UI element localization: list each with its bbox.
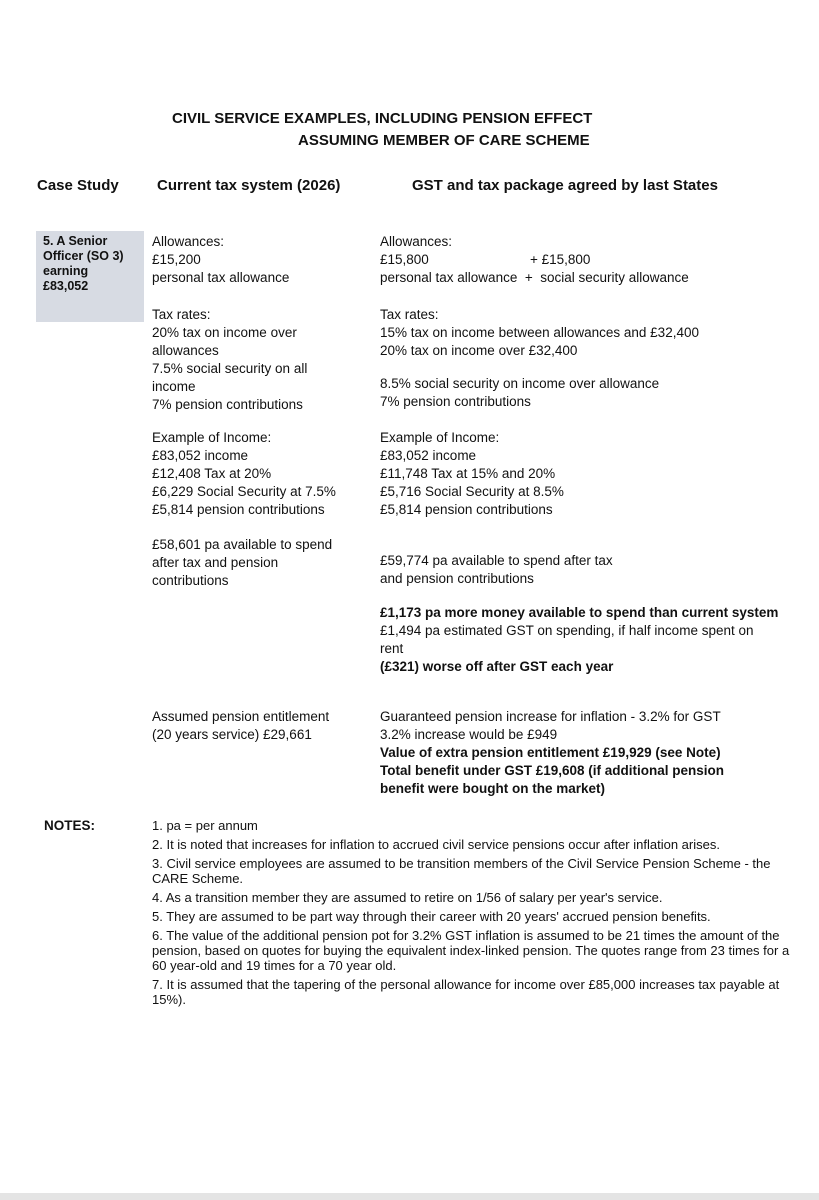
title-line-2: ASSUMING MEMBER OF CARE SCHEME xyxy=(298,132,590,149)
gst-example xyxy=(380,429,780,519)
notes-label: NOTES: xyxy=(44,818,96,833)
current-tax-column xyxy=(152,233,367,287)
current-rate-3: 7% pension contributions xyxy=(152,397,303,412)
gst-rates-label: Tax rates: xyxy=(380,307,439,322)
gst-rates-cont xyxy=(380,375,780,411)
gst-allowance-amount-1: £15,800 xyxy=(380,252,429,267)
current-example-2: £12,408 Tax at 20% xyxy=(152,466,272,481)
gst-rates xyxy=(380,306,780,360)
gst-pension-3: Value of extra pension entitlement £19,929 (see Note) xyxy=(380,745,721,760)
current-allowance-amount: £15,200 xyxy=(152,252,201,267)
gst-available-b: and pension contributions xyxy=(380,571,534,586)
header-gst-package: GST and tax package agreed by last States xyxy=(412,177,718,194)
header-current-tax: Current tax system (2026) xyxy=(157,177,341,194)
gst-rate-4: 7% pension contributions xyxy=(380,394,531,409)
current-allowances-label: Allowances: xyxy=(152,234,225,249)
current-example-1: £83,052 income xyxy=(152,448,249,463)
gst-estimated-gst: £1,494 pa estimated GST on spending, if half income spent on rent xyxy=(380,623,754,656)
gst-pension-1: Guaranteed pension increase for inflation - 3.2% for GST xyxy=(380,709,721,724)
note-3: 3. Civil service employees are assumed to be transition members of the Civil Service Pension Scheme - the CARE Scheme. xyxy=(152,856,771,886)
current-pension-a: Assumed pension entitlement xyxy=(152,709,330,724)
gst-allowance-desc: personal tax allowance + social security allowance xyxy=(380,270,689,285)
gst-allowance-amount-2: + £15,800 xyxy=(530,252,591,267)
current-rate-2a: 7.5% social security on all xyxy=(152,361,308,376)
gst-pension-4: Total benefit under GST £19,608 (if additional pension benefit were bought on the market) xyxy=(380,763,725,796)
current-example xyxy=(152,429,367,519)
title-line-1: CIVIL SERVICE EXAMPLES, INCLUDING PENSION EFFECT xyxy=(172,110,593,127)
gst-rate-3: 8.5% social security on income over allowance xyxy=(380,376,660,391)
current-available-a: £58,601 pa available to spend xyxy=(152,537,333,552)
case-line-1: 5. A Senior xyxy=(43,234,108,248)
current-available xyxy=(152,536,367,590)
gst-rate-2: 20% tax on income over £32,400 xyxy=(380,343,578,358)
gst-allowance-amounts xyxy=(380,251,780,269)
gst-example-2: £11,748 Tax at 15% and 20% xyxy=(380,466,556,481)
current-rate-1b: allowances xyxy=(152,343,219,358)
current-rates-label: Tax rates: xyxy=(152,307,211,322)
note-2: 2. It is noted that increases for inflation to accrued civil service pensions occur after inflation arises. xyxy=(152,837,720,852)
current-available-c: contributions xyxy=(152,573,229,588)
gst-more-money: £1,173 pa more money available to spend than current system xyxy=(380,605,779,620)
notes-list xyxy=(152,818,792,1011)
case-line-3: earning xyxy=(43,264,89,278)
gst-comparison xyxy=(380,604,780,676)
header-case-study: Case Study xyxy=(37,177,119,194)
current-example-3: £6,229 Social Security at 7.5% xyxy=(152,484,336,499)
gst-pension xyxy=(380,708,770,798)
gst-worse-off: (£321) worse off after GST each year xyxy=(380,659,614,674)
gst-allowances-label: Allowances: xyxy=(380,234,453,249)
current-pension-b: (20 years service) £29,661 xyxy=(152,727,312,742)
current-example-4: £5,814 pension contributions xyxy=(152,502,325,517)
gst-pension-2: 3.2% increase would be £949 xyxy=(380,727,558,742)
gst-example-label: Example of Income: xyxy=(380,430,500,445)
gst-example-4: £5,814 pension contributions xyxy=(380,502,553,517)
case-study-box xyxy=(36,231,144,322)
note-5: 5. They are assumed to be part way through their career with 20 years' accrued pension benefits. xyxy=(152,909,711,924)
current-example-label: Example of Income: xyxy=(152,430,272,445)
gst-example-3: £5,716 Social Security at 8.5% xyxy=(380,484,564,499)
gst-example-1: £83,052 income xyxy=(380,448,477,463)
current-available-b: after tax and pension xyxy=(152,555,279,570)
case-line-2: Officer (SO 3) xyxy=(43,249,124,263)
gst-rate-1: 15% tax on income between allowances and £32,400 xyxy=(380,325,699,340)
note-7: 7. It is assumed that the tapering of the personal allowance for income over £85,000 increases tax payable at 15%). xyxy=(152,977,780,1007)
bottom-edge xyxy=(0,1193,819,1200)
current-rate-2b: income xyxy=(152,379,196,394)
current-pension xyxy=(152,708,367,744)
gst-allowances xyxy=(380,233,780,287)
current-allowance-desc: personal tax allowance xyxy=(152,270,290,285)
gst-available xyxy=(380,552,780,588)
current-rates xyxy=(152,306,367,414)
note-1: 1. pa = per annum xyxy=(152,818,258,833)
gst-available-a: £59,774 pa available to spend after tax xyxy=(380,553,613,568)
case-line-4: £83,052 xyxy=(43,279,89,293)
note-4: 4. As a transition member they are assumed to retire on 1/56 of salary per year's service. xyxy=(152,890,663,905)
note-6: 6. The value of the additional pension pot for 3.2% GST inflation is assumed to be 21 times the amount of the pension, based on quotes for buying the equivalent index-linked pension. The quotes range from 23 times for a 60 year-old and 19 times for a 70 year old. xyxy=(152,928,790,973)
current-rate-1a: 20% tax on income over xyxy=(152,325,297,340)
